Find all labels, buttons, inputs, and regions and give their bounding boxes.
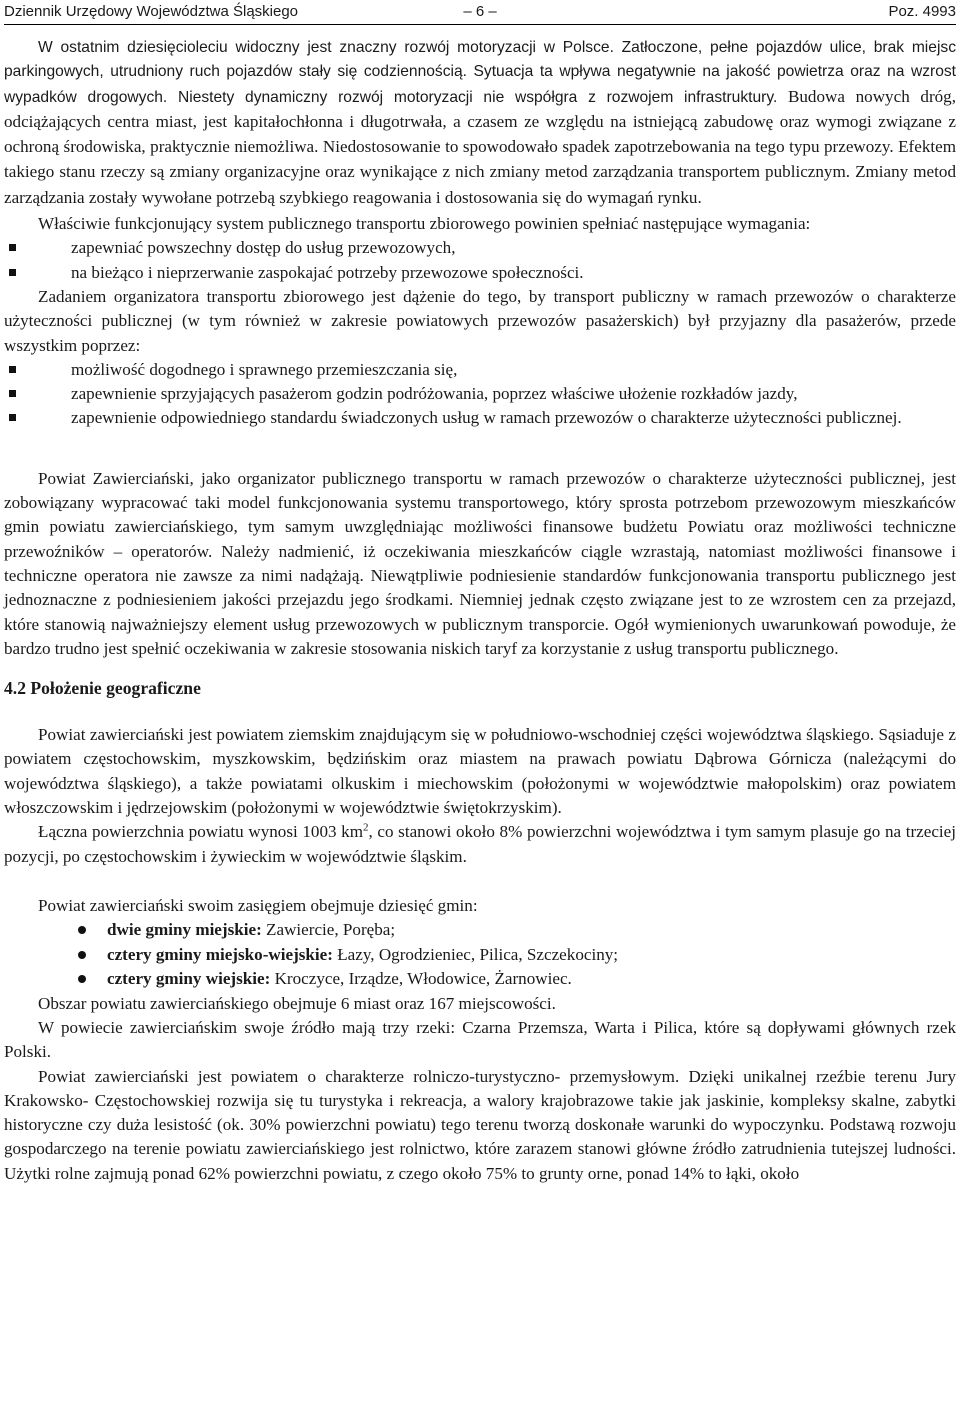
square-bullet-icon <box>9 414 16 421</box>
communes-list <box>4 918 956 992</box>
paragraph-motorization: W ostatnim dziesięcioleciu widoczny jest znaczny rozwój motoryzacji w Polsce. Zatłoczone, pełne pojazdów ulice, brak miejsc parkingowych, utrudniony ruch pojazdów stały się codziennością. Sytuacja ta wpływa negatywnie na jakość powietrza oraz na wzrost wypadków drogowych. Niestety dynamiczny rozwój motoryzacji nie współgra z rozwojem infrastruktury. Budowa nowych dróg, odciążających centra miast, jest kapitałochłonna i długotrwała, a czasem ze względu na istniejącą zabudowę oraz wymogi związane z ochroną środowiska, praktycznie niemożliwa. Niedostosowanie to spowodowało spadek zapotrzebowania na tego typu przewozy. Efektem takiego stanu rzeczy są zmiany organizacyjne oraz wynikające z nich zmiany metod zarządzania transportem publicznym. Zmiany metod zarządzania zostały wywołane potrzebą szybkiego reagowania i dostosowania się do wymagań rynku. <box>4 39 956 207</box>
list-item: cztery gminy miejsko-wiejskie: Łazy, Ogrodzieniec, Pilica, Szczekociny; <box>4 943 956 968</box>
list-item: możliwość dogodnego i sprawnego przemieszczania się, <box>4 358 956 382</box>
paragraph-towns: Obszar powiatu zawierciańskiego obejmuje 6 miast oraz 167 miejscowości. <box>38 993 556 1013</box>
page-number: – 6 – <box>463 3 497 20</box>
paragraph-requirements: Właściwie funkcjonujący system publicznego transportu zbiorowego powinien spełniać następujące wymagania: <box>38 214 811 234</box>
list-item: cztery gminy wiejskie: Kroczyce, Irządze, Włodowice, Żarnowiec. <box>4 967 956 992</box>
paragraph-organizer-task: Zadaniem organizatora transportu zbiorowego jest dążenie do tego, by transport publiczny w ramach przewozów o charakterze użyteczności publicznej (w tym również w zakresie powiatowych przewozów pasażerskich) był przyjazny dla pasażerów, przede wszystkim poprzez: <box>4 286 956 355</box>
square-bullet-icon <box>9 244 16 251</box>
document-page <box>4 0 956 1183</box>
section-heading: 4.2 Położenie geograficzne <box>4 678 201 699</box>
list-item: na bieżąco i nieprzerwanie zaspokajać potrzeby przewozowe społeczności. <box>4 261 956 285</box>
paragraph-communes-intro: Powiat zawierciański swoim zasięgiem obejmuje dziesięć gmin: <box>38 895 478 915</box>
organizer-task-list <box>4 358 956 431</box>
list-item: zapewniać powszechny dostęp do usług przewozowych, <box>4 236 956 260</box>
paragraph-area: Łączna powierzchnia powiatu wynosi 1003 $km^2$, co stanowi około 8% powierzchni województwa i tym samym plasuje go na trzeciej pozycji, po częstochowskim i żywieckim w województwie śląskim. <box>4 821 956 866</box>
list-item: zapewnienie sprzyjających pasażerom godzin podróżowania, poprzez właściwe ułożenie rozkładów jazdy, <box>4 382 956 406</box>
paragraph-powiat-organizer: Powiat Zawierciański, jako organizator publicznego transportu w ramach przewozów o charakterze użyteczności publicznej, jest zobowiązany wypracować taki model funkcjonowania systemu transportowego, który sprosta potrzebom przewozowym mieszkańców gmin powiatu zawierciańskiego, tym samym uwzględniając możliwości finansowe budżetu Powiatu oraz możliwości techniczne przewoźników – operatorów. Należy nadmienić, iż oczekiwania mieszkańców ciągle wzrastają, natomiast możliwości finansowe i techniczne operatora nie zawsze za nimi nadążają. Niewątpliwie podniesienie standardów funkcjonowania transportu publicznego jest jednoznaczne z podniesieniem jakości przejazdu jego środkami. Niemniej jednak często związane jest to ze wzrostem cen za przejazd, które stanowią najważniejszy element usług przewozowych w publicznym transporcie. Ogół wymienionych uwarunkowań powoduje, że bardzo trudno jest spełnić oczekiwania w zakresie stosowania niskich taryf za korzystanie z usług transportu publicznego. <box>4 468 956 658</box>
list-item: zapewnienie odpowiedniego standardu świadczonych usług w ramach przewozów o charakterze użyteczności publicznej. <box>4 406 956 430</box>
requirements-list <box>4 236 956 285</box>
round-bullet-icon <box>78 975 86 983</box>
round-bullet-icon <box>78 951 86 959</box>
list-item: dwie gminy miejskie: Zawiercie, Poręba; <box>4 918 956 943</box>
paragraph-location: Powiat zawierciański jest powiatem ziemskim znajdującym się w południowo-wschodniej części województwa śląskiego. Sąsiaduje z powiatem częstochowskim, myszkowskim, będzińskim oraz miastem na prawach powiatu Dąbrowa Górnicza (należącymi do województwa śląskiego), a także powiatami olkuskim i miechowskim (położonymi w województwie małopolskim) oraz powiatem włoszczowskim i jędrzejowskim (położonymi w województwie świętokrzyskim). <box>4 725 956 818</box>
position-number: Poz. 4993 <box>888 3 956 20</box>
square-bullet-icon <box>9 269 16 276</box>
paragraph-rivers: W powiecie zawierciańskim swoje źródło mają trzy rzeki: Czarna Przemsza, Warta i Pilica, które są dopływami głównych rzek Polski. <box>4 1018 956 1062</box>
square-bullet-icon <box>9 390 16 397</box>
paragraph-character: Powiat zawierciański jest powiatem o charakterze rolniczo-turystyczno- przemysłowym. Dzięki unikalnej rzeźbie terenu Jury Krakowsko- Częstochowskiej rozwija się tu turystyka i rekreacja, a walory krajobrazowe takie jak jaskinie, kompleksy skalne, zabytki historyczne czy duża lesistość (ok. 30% powierzchni powiatu) tego terenu tworzą doskonałe warunki do wypoczynku. Podstawą rozwoju gospodarczego na terenie powiatu zawierciańskiego jest rolnictwo, które zarazem stanowi główne źródło zatrudnienia tutejszej ludności. Użytki rolne zajmują ponad 62% powierzchni powiatu, z czego około 75% to grunty orne, ponad 14% to łąki, około <box>4 1066 956 1183</box>
page-header <box>4 0 956 25</box>
journal-title: Dziennik Urzędowy Województwa Śląskiego <box>4 3 299 20</box>
document-body <box>4 36 956 1186</box>
round-bullet-icon <box>78 926 86 934</box>
square-bullet-icon <box>9 366 16 373</box>
